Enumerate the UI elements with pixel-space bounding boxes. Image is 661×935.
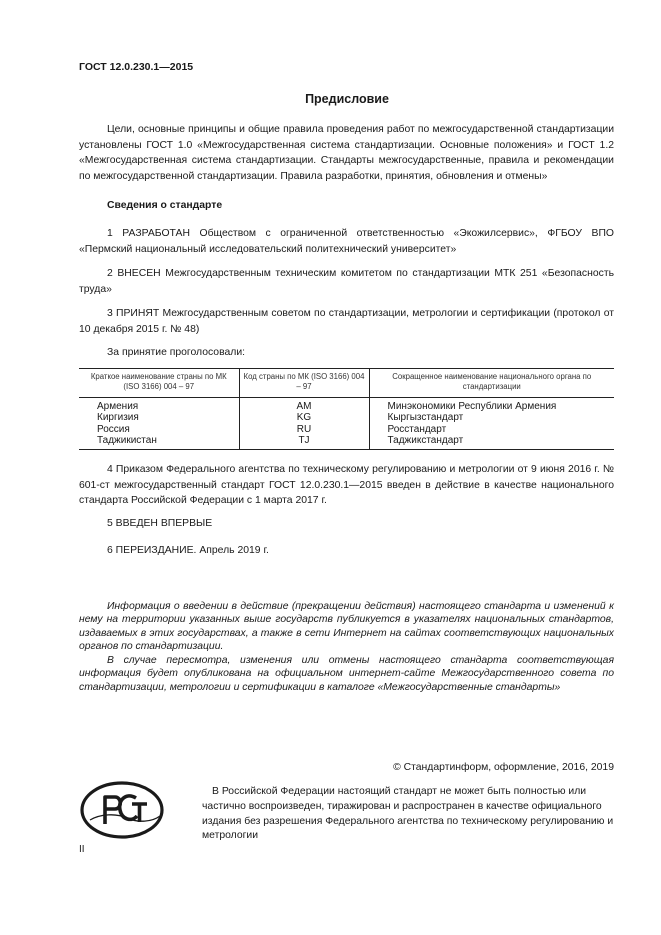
info-paragraph-2: В случае пересмотра, изменения или отмены настоящего стандарта соответствующая информация будет опубликована на официальном интернет-сайте Межгосударственного совета по стандартизации, метрологии и сертификации в каталоге «Межгосударственные стандарты» (79, 655, 614, 693)
document-code-header: ГОСТ 12.0.230.1—2015 (79, 61, 194, 73)
country-cell: Армения (97, 401, 139, 412)
item-5-first-introduced: 5 ВВЕДЕН ВПЕРВЫЕ (107, 518, 213, 529)
organ-cell: Кыргызстандарт (369, 412, 614, 423)
info-heading: Сведения о стандарте (107, 200, 223, 211)
country-cell: Таджикистан (97, 434, 157, 446)
table-row (79, 412, 614, 423)
country-cell: Киргизия (97, 412, 139, 424)
organ-cell: Таджикстандарт (369, 435, 614, 450)
table-row (79, 435, 614, 450)
rst-logo-icon (80, 780, 164, 840)
intro-paragraph: Цели, основные принципы и общие правила проведения работ по межгосударственной стандартизации установлены ГОСТ 1.0 «Межгосударственная система стандартизации. Основные положения» и ГОСТ 1.2 «Межгосударственная система стандартизации. Стандарты межгосударственные, правила и рекомендации по межгосударственной стандартизации. Правила разработки, принятия, обновления и отмены» (79, 124, 614, 182)
table-row (79, 398, 614, 413)
table-header-row (79, 369, 614, 398)
organ-cell: Минэкономики Республики Армения (369, 398, 614, 413)
reproduction-notice: В Российской Федерации настоящий стандарт не может быть полностью или частично воспроизведен, тиражирован и распространен в качестве официального издания без разрешения Федерального агентства по техническому регулированию и метрологии (202, 786, 614, 842)
item-1-developed: 1 РАЗРАБОТАН Обществом с ограниченной ответственностью «Экожилсервис», ФГБОУ ВПО «Пермский национальный исследовательский политехнический университет» (79, 228, 614, 255)
voting-table (79, 368, 614, 450)
item-6-reissue: 6 ПЕРЕИЗДАНИЕ. Апрель 2019 г. (107, 545, 269, 556)
item-3-adopted: 3 ПРИНЯТ Межгосударственным советом по стандартизации, метрологии и сертификации (протокол от 10 декабря 2015 г. № 48) (79, 308, 614, 335)
country-cell: Россия (97, 423, 130, 435)
col-header-organ: Сокращенное наименование национального органа по стандартизации (369, 369, 614, 398)
code-cell: TJ (239, 435, 369, 450)
item-4-order: 4 Приказом Федерального агентства по техническому регулированию и метрологии от 9 июня 2016 г. № 601-ст межгосударственный стандарт ГОСТ 12.0.230.1—2015 введен в действие в качестве национального стандарта Российской Федерации с 1 марта 2017 г. (79, 464, 614, 507)
code-cell: RU (239, 424, 369, 435)
info-paragraph-1: Информация о введении в действие (прекращении действия) настоящего стандарта и изменений к нему на территории указанных выше государств публикуется в указателях национальных стандартов, издаваемых в этих государствах, а также в сети Интернет на сайтах соответствующих национальных органов по стандартизации. (79, 601, 614, 653)
code-cell: AM (239, 398, 369, 413)
item-2-submitted: 2 ВНЕСЕН Межгосударственным техническим комитетом по стандартизации МТК 251 «Безопасность труда» (79, 268, 614, 295)
col-header-country: Краткое наименование страны по МК (ISO 3166) 004 – 97 (79, 369, 239, 398)
organ-cell: Росстандарт (369, 424, 614, 435)
table-row (79, 424, 614, 435)
copyright-line: © Стандартинформ, оформление, 2016, 2019 (393, 762, 614, 773)
page-number: II (79, 844, 85, 855)
voted-label: За принятие проголосовали: (107, 347, 246, 358)
page-title: Предисловие (305, 92, 389, 106)
code-cell: KG (239, 412, 369, 423)
col-header-code: Код страны по МК (ISO 3166) 004 – 97 (239, 369, 369, 398)
